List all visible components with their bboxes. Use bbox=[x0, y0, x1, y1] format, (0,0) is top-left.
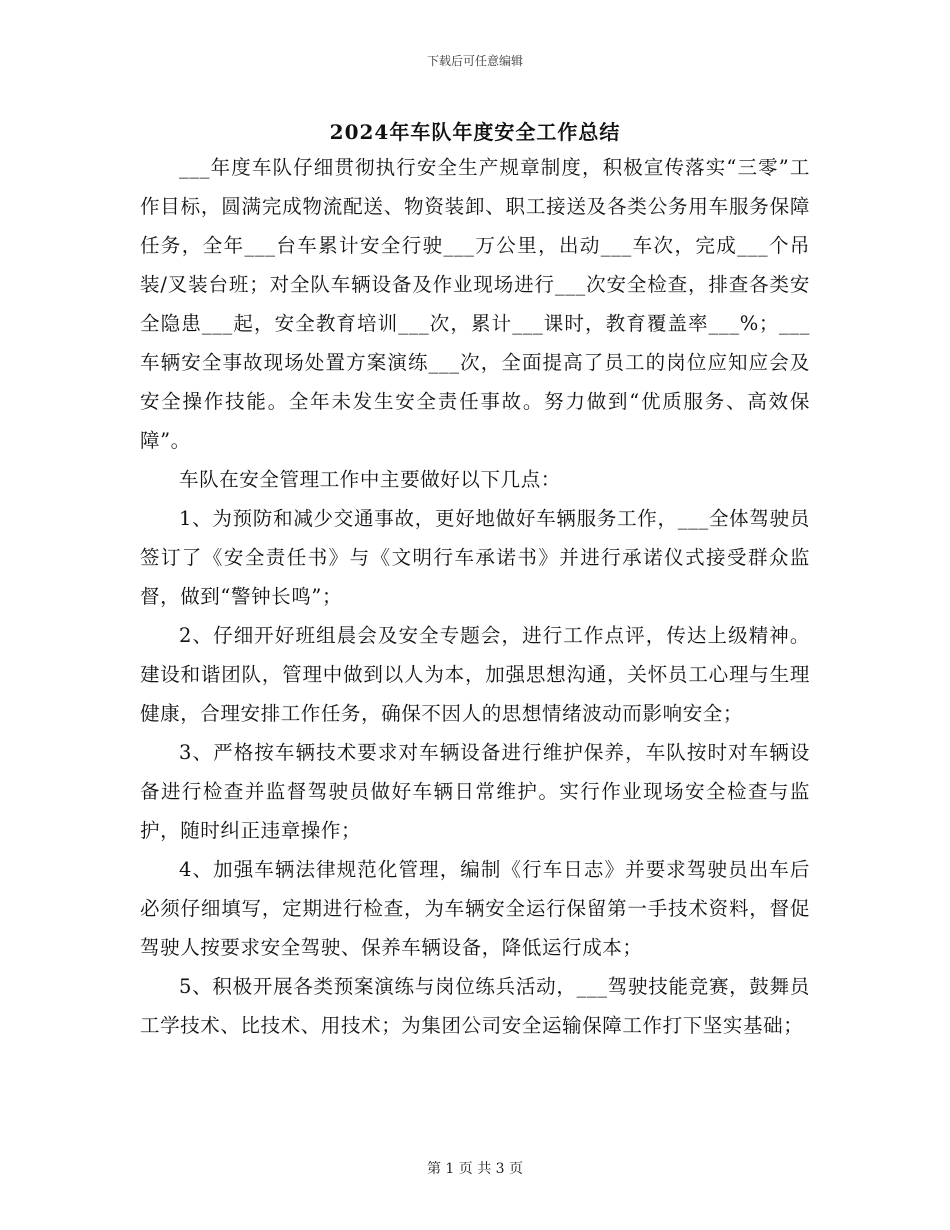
page-header-note: 下载后可任意编辑 bbox=[426, 54, 523, 68]
paragraph-intro: 车队在安全管理工作中主要做好以下几点： bbox=[179, 468, 561, 491]
paragraph-item-3: 3、严格按车辆技术要求对车辆设备进行维护保养，车队按时对车辆设备进行检查并监督驾驶员做好车辆日常维护。实行作业现场安全检查与监护，随时纠正违章操作； bbox=[140, 741, 810, 842]
page-number-footer: 第 1 页 共 3 页 bbox=[426, 1161, 524, 1177]
paragraph-item-1: 1、为预防和减少交通事故，更好地做好车辆服务工作，___全体驾驶员签订了《安全责任书》与《文明行车承诺书》并进行承诺仪式接受群众监督，做到“警钟长鸣”； bbox=[140, 507, 810, 608]
paragraph-item-2: 2、仔细开好班组晨会及安全专题会，进行工作点评，传达上级精神。建设和谐团队，管理中做到以人为本，加强思想沟通，关怀员工心理与生理健康，合理安排工作任务，确保不因人的思想情绪波动而影响安全； bbox=[140, 624, 810, 725]
paragraph-item-5: 5、积极开展各类预案演练与岗位练兵活动，___驾驶技能竞赛，鼓舞员工学技术、比技术、用技术；为集团公司安全运输保障工作打下坚实基础； bbox=[140, 975, 810, 1037]
document-title: 2024年车队年度安全工作总结 bbox=[329, 120, 621, 144]
document-body bbox=[140, 148, 810, 1045]
paragraph-summary: ___年度车队仔细贯彻执行安全生产规章制度，积极宣传落实“三零”工作目标，圆满完成物流配送、物资装卸、职工接送及各类公务用车服务保障任务，全年___台车累计安全行驶___万公里，出动___车次，完成___个吊装/叉装台班；对全队车辆设备及作业现场进行___次安全检查，排查各类安全隐患___起，安全教育培训___次，累计___课时，教育覆盖率___%；___车辆安全事故现场处置方案演练___次，全面提高了员工的岗位应知应会及安全操作技能。全年未发生安全责任事故。努力做到“优质服务、高效保障”。 bbox=[140, 156, 810, 452]
paragraph-item-4: 4、加强车辆法律规范化管理，编制《行车日志》并要求驾驶员出车后必须仔细填写，定期进行检查，为车辆安全运行保留第一手技术资料，督促驾驶人按要求安全驾驶、保养车辆设备，降低运行成本； bbox=[140, 858, 810, 959]
